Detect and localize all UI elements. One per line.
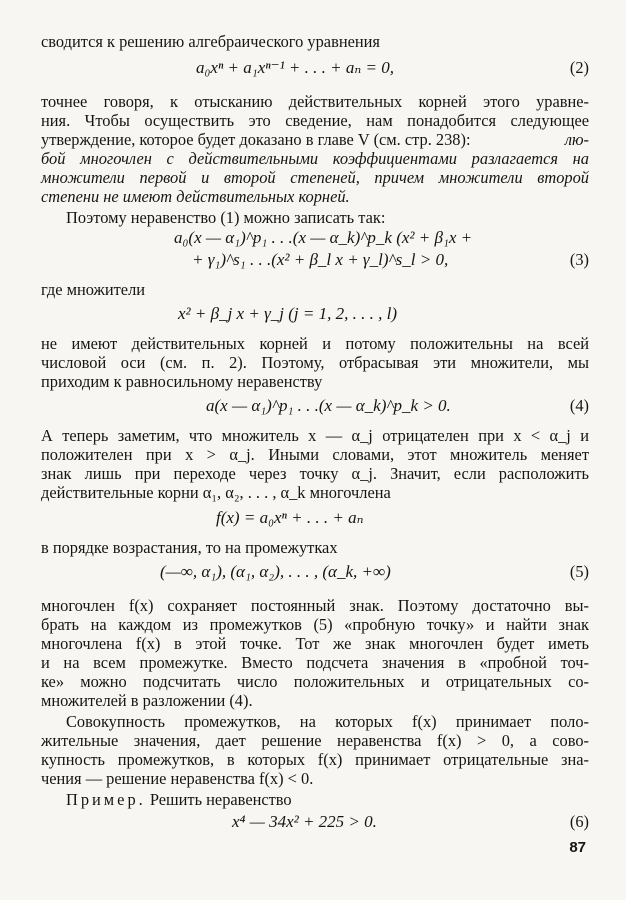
example-line [66,790,589,809]
text-line: сводится к решению алгебраического уравнения [41,32,380,51]
text-line: ке» можно подсчитать число положительных и отрицательных со- [41,672,589,691]
equation-multipliers: x² + β_j x + γ_j (j = 1, 2, . . . , l) [178,304,397,323]
italic-text-line: множители первой и второй степеней, причем множители второй [41,168,589,187]
italic-span: лю- [564,130,589,149]
text-line: числовой оси (см. п. 2). Поэтому, отбрасывая эти множители, мы [41,353,589,372]
equation-3-line-1: a₀(x — α₁)^p₁ . . .(x — α_k)^p_k (x² + β₁x + [174,228,473,247]
text-line: Совокупность промежутков, на которых f(x) принимает поло- [66,712,589,731]
text-span: утверждение, которое будет доказано в главе V (см. стр. 238): [41,130,471,149]
page-number: 87 [569,839,586,856]
text-line: точнее говоря, к отысканию действительных корней этого уравне- [41,92,589,111]
text-line: многочлена f(x) в этой точке. Тот же знак многочлен будет иметь [41,634,589,653]
equation-2: a₀xⁿ + a₁xⁿ⁻¹ + . . . + aₙ = 0, [196,58,394,77]
equation-3-line-2: + γ₁)^s₁ . . .(x² + β_l x + γ_l)^s_l > 0, [192,250,449,269]
text-line: не имеют действительных корней и потому положительны на всей [41,334,589,353]
italic-text-line: бой многочлен с действительными коэффициентами разлагается на [41,149,589,168]
text-line: многочлен f(x) сохраняет постоянный знак. Поэтому достаточно вы- [41,596,589,615]
equation-4: a(x — α₁)^p₁ . . .(x — α_k)^p_k > 0. [206,396,451,415]
example-text: Решить неравенство [149,790,292,809]
text-line: где множители [41,280,146,299]
text-line: положителен при x > α_j. Иными словами, этот множитель меняет [41,445,589,464]
text-line: брать на каждом из промежутков (5) «пробную точку» и найти знак [41,615,589,634]
text-line: действительные корни α₁, α₂, . . . , α_k многочлена [41,483,391,502]
equation-number-2: (2) [569,58,589,77]
equation-6: x⁴ — 34x² + 225 > 0. [232,812,377,831]
text-line: купность промежутков, в которых f(x) принимает отрицательные зна- [41,750,589,769]
equation-5: (—∞, α₁), (α₁, α₂), . . . , (α_k, +∞) [160,562,391,581]
equation-number-5: (5) [569,562,589,581]
text-line: и на всем промежутке. Вместо подсчета значения в «пробной точ- [41,653,589,672]
text-line: приходим к равносильному неравенству [41,372,323,391]
text-line: в порядке возрастания, то на промежутках [41,538,338,557]
text-line: жительные значения, дает решение неравенства f(x) > 0, а сово- [41,731,589,750]
text-line: множителей в разложении (4). [41,691,253,710]
equation-polynomial: f(x) = a₀xⁿ + . . . + aₙ [216,508,364,527]
text-line: чения — решение неравенства f(x) < 0. [41,769,314,788]
text-line: ния. Чтобы осуществить это сведение, нам понадобится следующее [41,111,589,130]
text-line: знак лишь при переходе через точку α_j. Значит, если расположить [41,464,589,483]
text-line: А теперь заметим, что множитель x — α_j отрицателен при x < α_j и [41,426,589,445]
italic-text-line: степени не имеют действительных корней. [41,187,350,206]
text-line [41,130,589,149]
equation-number-3: (3) [569,250,589,269]
equation-number-4: (4) [569,396,589,415]
example-label: Пример. [66,790,146,809]
text-line: Поэтому неравенство (1) можно записать так: [66,208,386,227]
equation-number-6: (6) [569,812,589,831]
